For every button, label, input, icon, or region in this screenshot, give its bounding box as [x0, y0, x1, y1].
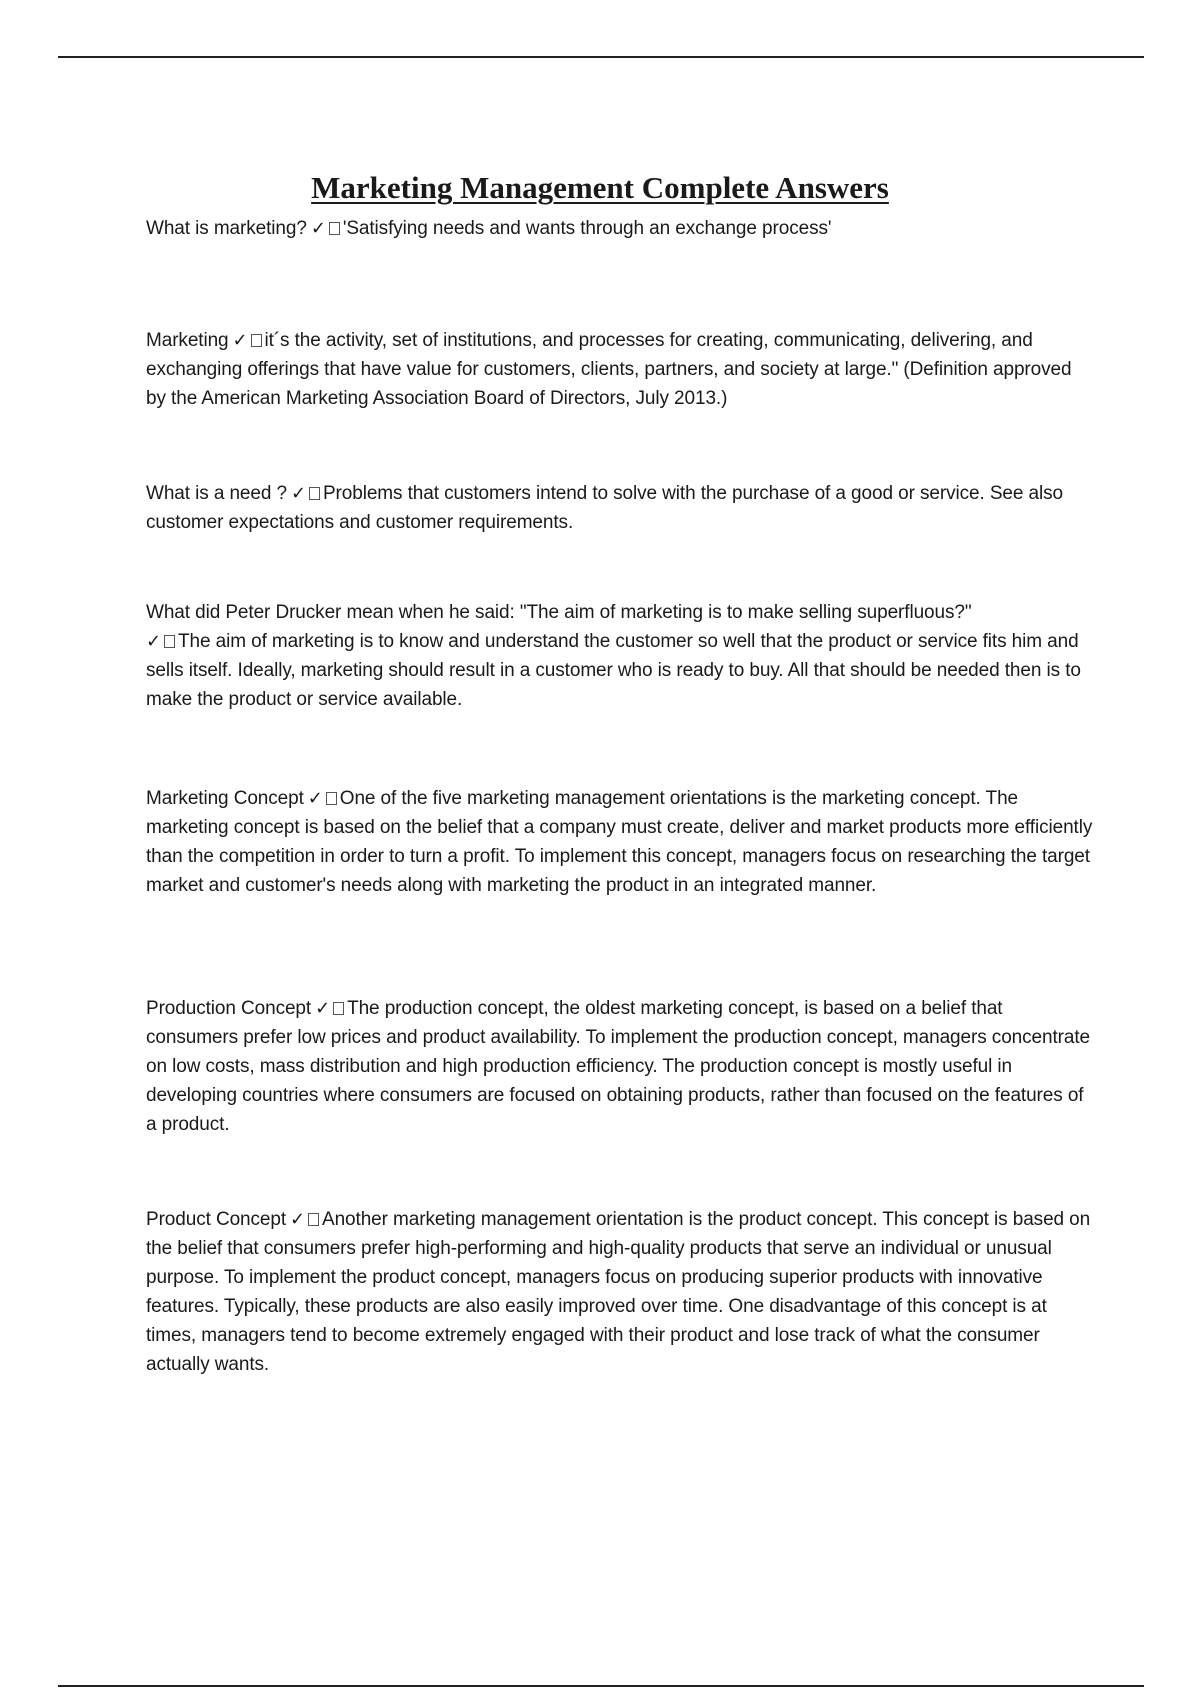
- page-title: [0, 168, 1200, 208]
- placeholder-box-icon: [309, 487, 320, 500]
- qa-entry: [146, 598, 1096, 714]
- bottom-divider: [58, 1685, 1144, 1687]
- entry-answer: One of the five marketing management orientations is the marketing concept. The marketing concept is based on the belief that a company must create, deliver and market products more efficiently than the competition in order to turn a profit. To implement this concept, managers focus on researching the target market and customer's needs along with marketing the product in an integrated manner.: [146, 788, 1093, 896]
- entry-answer: Problems that customers intend to solve with the purchase of a good or service. See also customer expectations and customer requirements.: [146, 483, 1063, 533]
- checkmark-icon: ✓: [315, 998, 331, 1019]
- entry-answer: 'Satisfying needs and wants through an exchange process': [342, 218, 832, 239]
- placeholder-box-icon: [251, 334, 262, 347]
- checkmark-icon: ✓: [146, 631, 161, 652]
- qa-entry: [146, 479, 1096, 537]
- page-title-text: Marketing Management Complete Answers: [311, 170, 889, 205]
- entry-answer: The production concept, the oldest marketing concept, is based on a belief that consumers prefer low prices and product availability. To implement the production concept, managers concentrate on low costs, mass distribution and high production efficiency. The production concept is mostly useful in developing countries where consumers are focused on obtaining products, rather than focused on the features of a product.: [146, 998, 1090, 1135]
- qa-entry: [146, 326, 1096, 413]
- entry-term: What did Peter Drucker mean when he said: "The aim of marketing is to make selling superfluous?": [146, 602, 972, 623]
- qa-entry: [146, 1205, 1096, 1379]
- checkmark-icon: ✓: [310, 218, 326, 239]
- entry-term: What is marketing?: [146, 218, 307, 239]
- placeholder-box-icon: [164, 635, 175, 648]
- entry-answer: The aim of marketing is to know and understand the customer so well that the product or service fits him and sells itself. Ideally, marketing should result in a customer who is ready to buy. All that should be needed then is to make the product or service available.: [146, 631, 1081, 710]
- qa-entry: [146, 784, 1096, 900]
- placeholder-box-icon: [333, 1002, 344, 1015]
- entry-term: Production Concept: [146, 998, 312, 1019]
- checkmark-icon: ✓: [232, 330, 248, 351]
- entry-term: Product Concept: [146, 1209, 287, 1230]
- entry-answer: Another marketing management orientation is the product concept. This concept is based on the belief that consumers prefer high-performing and high-quality products that serve an individual or unusual purpose. To implement the product concept, managers focus on producing superior products with innovative features. Typically, these products are also easily improved over time. One disadvantage of this concept is at times, managers tend to become extremely engaged with their product and lose track of what the consumer actually wants.: [146, 1209, 1091, 1375]
- entry-term: What is a need ?: [146, 483, 287, 504]
- entry-answer: it´s the activity, set of institutions, and processes for creating, communicating, delivering, and exchanging offerings that have value for customers, clients, partners, and society at large." (Definition approved by the American Marketing Association Board of Directors, July 2013.): [146, 330, 1072, 409]
- placeholder-box-icon: [329, 222, 340, 235]
- top-divider: [58, 56, 1144, 58]
- entry-term: Marketing: [146, 330, 229, 351]
- entry-term: Marketing Concept: [146, 788, 304, 809]
- placeholder-box-icon: [308, 1213, 319, 1226]
- checkmark-icon: ✓: [290, 1209, 306, 1230]
- checkmark-icon: ✓: [307, 788, 323, 809]
- placeholder-box-icon: [326, 792, 337, 805]
- qa-entry: [146, 214, 1096, 243]
- qa-entry: [146, 994, 1096, 1139]
- checkmark-icon: ✓: [290, 483, 306, 504]
